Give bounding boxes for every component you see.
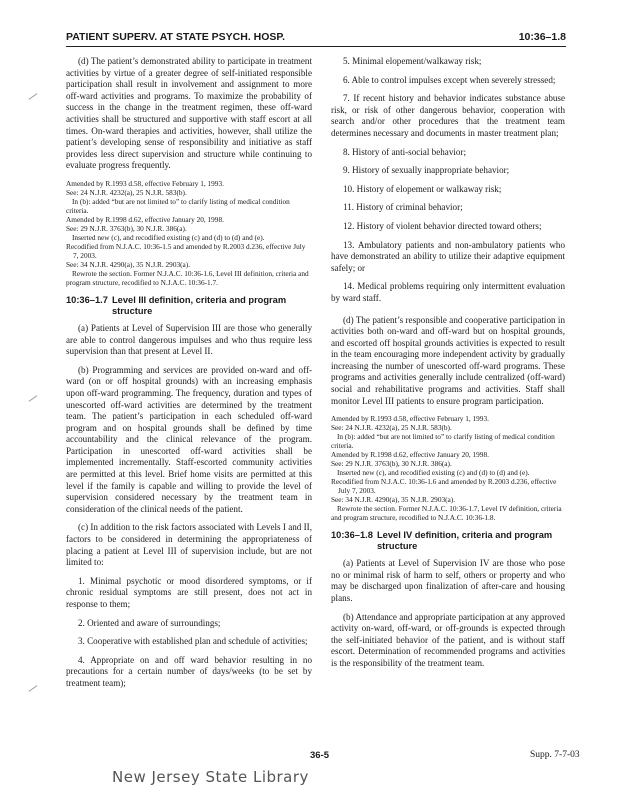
page-number: 36-5 xyxy=(310,750,330,761)
list-item: 11. History of criminal behavior; xyxy=(343,202,463,213)
section-number: 10:36–1.8 xyxy=(331,530,373,541)
paragraph-a: (a) Patients at Level of Supervision IV are those who pose no or minimal risk of harm to self, others or property and who may be discharged upon finalization of after-care and housing plans. xyxy=(331,558,565,604)
list-item: 8. History of anti-social behavior; xyxy=(343,146,466,157)
header-section-range: 10:36–1.8 xyxy=(518,31,566,43)
right-column xyxy=(331,56,565,670)
list-item: 4. Appropriate on and off ward behavior resulting in no precautions for a certain number of days/weeks (to be set by treatment team); xyxy=(66,654,312,688)
section-heading xyxy=(66,295,312,317)
history-line: See: 29 N.J.R. 3763(b), 30 N.J.R. 386(a). xyxy=(66,223,187,233)
list-item: 9. History of sexually inappropriate behavior; xyxy=(343,165,510,176)
history-line: See: 34 N.J.R. 4290(a), 35 N.J.R. 2903(a). xyxy=(331,495,456,505)
paragraph-d: (d) The patient’s responsible and cooperative participation in activities both on-ward and off-ward but on hospital grounds, and escorted off hospital grounds activities is expected to result in the team encouraging more independent activity by gradually increasing the number of unescorted off-ward programs. These programs and activities generally include centralized (off-ward) social and rehabilitative programs and activities. Staff shall monitor Level III patients to ensure program participation. xyxy=(331,314,565,406)
history-line: In (b): added “but are not limited to” to clarify listing of medical condition criteria. xyxy=(331,432,555,451)
history-notes xyxy=(66,179,312,287)
list-item: 5. Minimal elopement/walkaway risk; xyxy=(343,56,482,66)
list-item: 6. Able to control impulses except when severely stressed; xyxy=(343,74,556,85)
history-line: See: 24 N.J.R. 4232(a), 25 N.J.R. 583(b). xyxy=(66,187,187,197)
paragraph-a: (a) Patients at Level of Supervision III are those who generally are able to control dangerous impulses and who thus require less supervision than that present at Level II. xyxy=(66,322,312,357)
list-item: 3. Cooperative with established plan and schedule of activities; xyxy=(78,636,308,647)
history-line: In (b): added “but are not limited to” to clarify listing of medical condition criteria. xyxy=(66,196,290,215)
paragraph-c: (c) In addition to the risk factors associated with Levels I and II, factors to be considered in determining the appropriateness of placing a patient at Level III of supervision include, but are not limited to: xyxy=(66,522,312,568)
list-item: 10. History of elopement or walkaway risk; xyxy=(343,183,502,194)
history-line: See: 34 N.J.R. 4290(a), 35 N.J.R. 2903(a). xyxy=(66,259,191,269)
history-line: Rewrote the section. Former N.J.A.C. 10:36-1.6, Level III definition, criteria and program structure, recodified to N.J.A.C. 10:36-1.7. xyxy=(66,268,309,287)
margin-mark xyxy=(29,395,38,402)
section-title-cont: structure xyxy=(112,305,153,316)
library-stamp: New Jersey State Library xyxy=(112,768,309,786)
running-header xyxy=(66,30,566,47)
section-number: 10:36–1.7 xyxy=(66,294,108,305)
header-title: PATIENT SUPERV. AT STATE PSYCH. HOSP. xyxy=(66,31,285,43)
history-line: Recodified from N.J.A.C. 10:36-1.6 and amended by R.2003 d.236, effective July 7, 2003. xyxy=(331,477,557,496)
history-line: Amended by R.1998 d.62, effective January 20, 1998. xyxy=(66,214,224,224)
history-line: See: 24 N.J.R. 4232(a), 25 N.J.R. 583(b). xyxy=(331,423,452,433)
list-item: 13. Ambulatory patients and non-ambulatory patients who have demonstrated an ability to utilize their adaptive equipment safely; or xyxy=(331,239,565,273)
history-line: Inserted new (c), and recodified existing (c) and (d) to (d) and (e). xyxy=(72,232,265,242)
paragraph-d: (d) The patient’s demonstrated ability to participate in treatment activities by virtue of a greater degree of self-initiated responsible participation shall result in involvement and assignment to more off-ward activities and programs. To maximize the probability of success in the change in the treatment regimen, these off-ward activities shall be structured and supportive with staff escort at all times. On-ward therapies and activities, however, shall utilize the patient’s developing sense of responsibility and initiative as staff provides less direct supervision and structure while continuing to evaluate progress frequently. xyxy=(66,56,312,171)
supplement-date: Supp. 7-7-03 xyxy=(530,750,580,760)
history-line: Inserted new (c), and recodified existing (c) and (d) to (d) and (e). xyxy=(337,468,530,478)
history-line: Amended by R.1993 d.58, effective February 1, 1993. xyxy=(66,178,224,188)
list-item: 2. Oriented and aware of surroundings; xyxy=(78,617,221,628)
section-heading xyxy=(331,530,565,552)
history-notes xyxy=(331,414,565,522)
paragraph-b: (b) Programming and services are provided on-ward and off-ward (on or off hospital grounds) with an increasing emphasis upon off-ward programming. The frequency, duration and types of unescorted off-ward activities are determined by the treatment team. The patient’s participation in each scheduled off-ward program and on hospital grounds shall be defined by time accountability and the clinical relevance of the program. Participation in unescorted off-ward activities shall be implemented incrementally. Staff-escorted community activities are permitted at this level. Brief home visits are permitted at this level if the family is capable and willing to provide the level of supervision considered necessary by the treatment team in consideration of the clinical needs of the patient. xyxy=(66,364,312,514)
section-title: Level III definition, criteria and program xyxy=(112,294,287,305)
left-column xyxy=(66,56,312,690)
history-line: Amended by R.1998 d.62, effective January 20, 1998. xyxy=(331,450,489,460)
list-item: 14. Medical problems requiring only intermittent evaluation by ward staff. xyxy=(331,281,565,303)
history-line: Amended by R.1993 d.58, effective February 1, 1993. xyxy=(331,414,489,424)
section-title: Level IV definition, criteria and program xyxy=(377,530,553,541)
margin-mark xyxy=(29,93,38,100)
list-item: 7. If recent history and behavior indicates substance abuse risk, or risk of other dangerous behavior, cooperation with search and/or other procedures that the treatment team determines necessary and documents in master treatment plan; xyxy=(331,93,565,138)
history-line: Recodified from N.J.A.C. 10:36-1.5 and amended by R.2003 d.236, effective July 7, 2003. xyxy=(66,241,306,260)
history-line: See: 29 N.J.R. 3763(b), 30 N.J.R. 386(a). xyxy=(331,459,452,469)
margin-mark xyxy=(29,685,38,692)
history-line: Rewrote the section. Former N.J.A.C. 10:36-1.7, Level IV definition, criteria and program structure, recodified to N.J.A.C. 10:36-1.8. xyxy=(331,504,562,523)
section-title-cont: structure xyxy=(377,541,418,552)
paragraph-b: (b) Attendance and appropriate participation at any approved activity on-ward, off-ward, or off-grounds is expected through the self-initiated behavior of the patient, and is without staff escort. Determination of recommended programs and activities is the responsibility of the treatment team. xyxy=(331,611,565,668)
list-item: 1. Minimal psychotic or mood disordered symptoms, or if chronic residual symptoms are still present, does not act in response to them; xyxy=(66,575,312,609)
list-item: 12. History of violent behavior directed toward others; xyxy=(343,220,542,231)
